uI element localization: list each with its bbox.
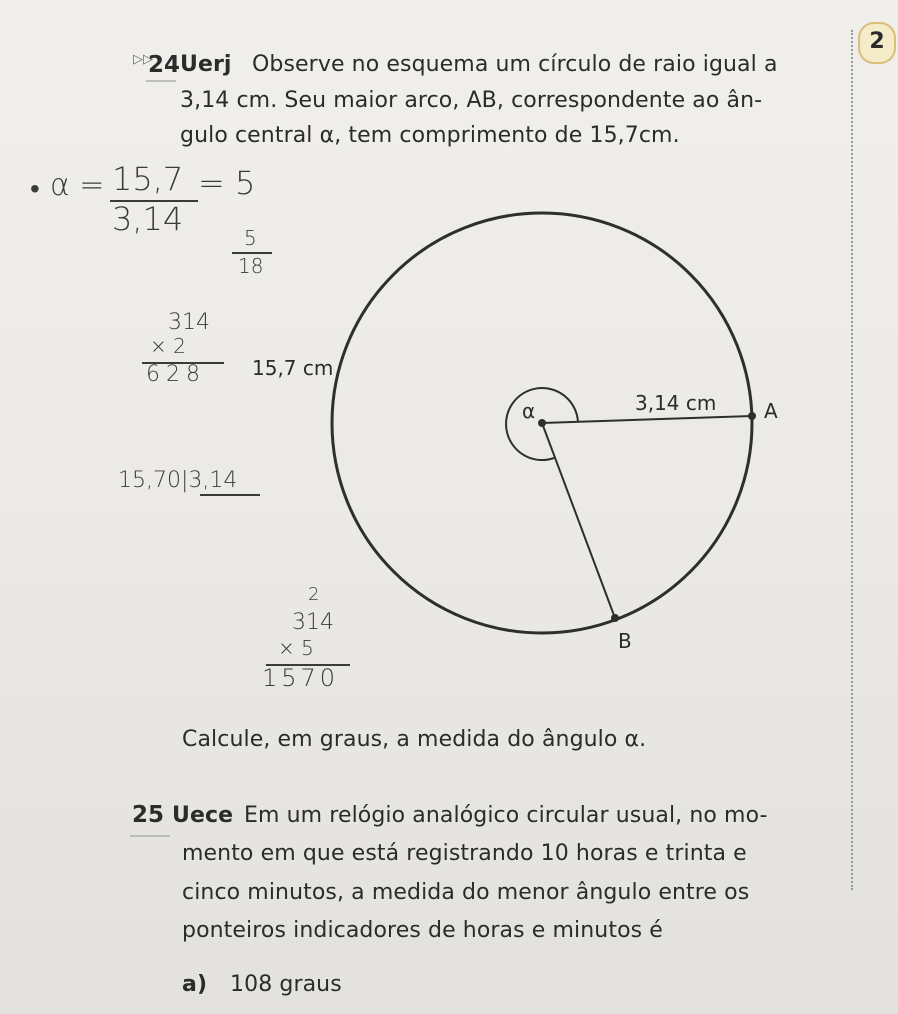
question-24-line2: 3,14 cm. Seu maior arco, AB, correspondente ao ân- [180,88,763,113]
question-25-source: Uece [172,803,234,828]
handwritten-bullet: • [30,172,40,205]
handwritten-mult2-top: 314 [292,610,334,635]
question-24-source: Uerj [180,52,232,77]
option-a-text: 108 graus [230,972,342,997]
radius-ob [542,423,615,618]
question-25-line4: ponteiros indicadores de horas e minutos é [182,918,663,943]
point-a-dot [748,412,756,420]
question-25-underline [130,835,170,837]
handwritten-frac-top: 15,7 [112,160,184,198]
handwritten-mult2-carry: 2 [308,584,320,605]
handwritten-mult1-x: × 2 [150,334,186,358]
side-number-badge: 2 [858,22,896,64]
point-b-dot [611,614,619,622]
arc-length-label: 15,7 cm [252,356,334,380]
point-b-label: B [618,629,632,653]
point-a-label: A [764,399,778,423]
question-25-line2: mento em que está registrando 10 horas e trinta e [182,841,747,866]
handwritten-mult2-result: 1570 [262,664,340,692]
angle-label: α [522,399,536,423]
handwritten-mult1-result: 628 [146,362,206,387]
handwritten-frac2-top: 5 [244,226,257,250]
handwritten-frac-bottom: 3,14 [112,200,184,238]
option-a-letter: a) [182,972,208,997]
margin-divider [851,30,853,890]
double-arrow-icon: ▷▷ [133,52,153,67]
radius-label: 3,14 cm [635,391,717,415]
radius-oa [542,416,752,423]
handwritten-mult1-top: 314 [168,310,210,335]
handwritten-alpha-eq: α = [50,168,105,203]
handwritten-mult2-x: × 5 [278,636,314,660]
question-24-underline [146,80,176,82]
question-25-number: 25 [132,802,165,828]
question-25-line3: cinco minutos, a medida do menor ângulo entre os [182,880,750,905]
circle-figure [240,210,800,690]
question-24-line1: Observe no esquema um círculo de raio igual a [252,52,778,77]
handwritten-frac2-bottom: 18 [238,254,264,278]
handwritten-division: 15,70|3,14 [118,468,238,493]
question-24-prompt: Calcule, em graus, a medida do ângulo α. [182,727,647,752]
question-25-line1: Em um relógio analógico circular usual, no mo- [244,803,768,828]
handwritten-result: = 5 [198,164,256,202]
question-24-line3: gulo central α, tem comprimento de 15,7cm. [180,123,680,148]
question-24-number: 24 [148,52,181,78]
center-point [538,419,546,427]
